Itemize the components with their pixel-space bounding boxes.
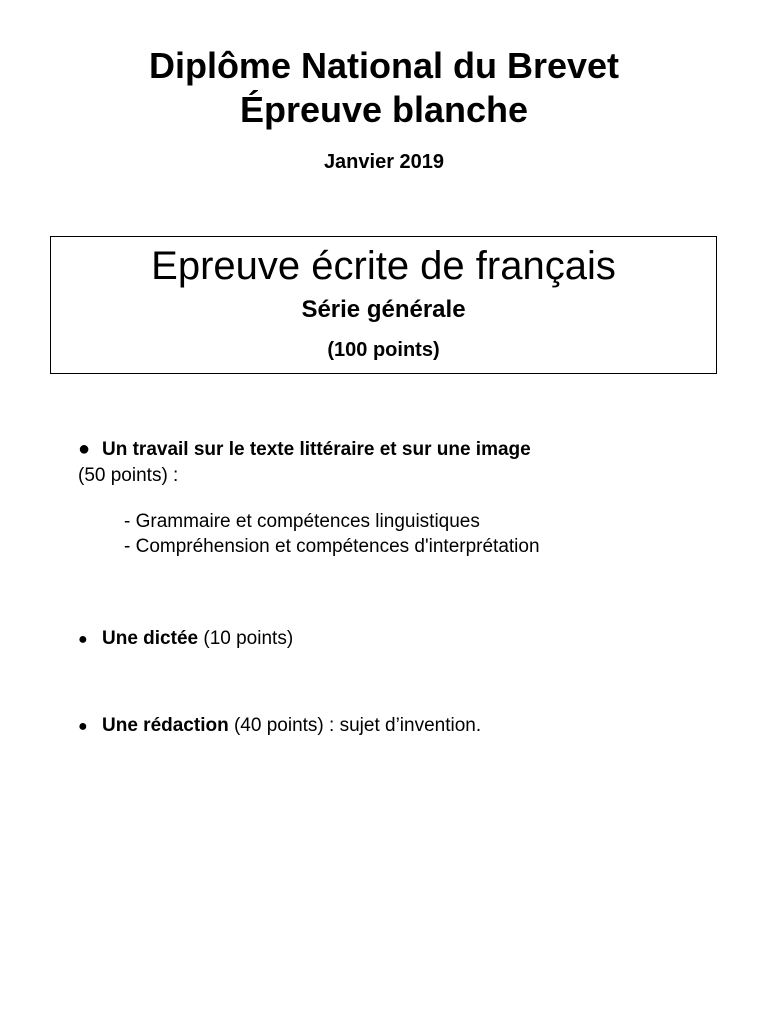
exam-date: Janvier 2019 <box>323 151 445 173</box>
section-heading <box>78 436 540 463</box>
list-item: - Grammaire et compétences linguistiques <box>124 511 480 532</box>
bullet-icon: ● <box>78 718 88 735</box>
list-item: - Compréhension et compétences d'interprétation <box>124 536 540 557</box>
document-header <box>0 44 768 174</box>
section-points: (10 points) <box>198 628 294 649</box>
section-title: Un travail sur le texte littéraire et sur une image <box>102 439 531 460</box>
exam-series: Série générale <box>301 296 466 323</box>
exam-total-points: (100 points) <box>327 339 440 361</box>
section-points: (50 points) : <box>78 465 179 486</box>
bullet-icon: ● <box>78 438 91 460</box>
bullet-icon: ● <box>78 631 88 648</box>
exam-title: Epreuve écrite de français <box>151 244 616 288</box>
title-line-2: Épreuve blanche <box>239 89 529 130</box>
section-title: Une dictée <box>102 628 199 649</box>
section-title: Une rédaction <box>102 715 229 736</box>
section-points: (40 points) : sujet d’invention. <box>228 715 482 736</box>
section-dictation <box>78 626 293 653</box>
exam-title-box <box>50 236 717 374</box>
sub-item-list <box>124 509 540 559</box>
title-line-1: Diplôme National du Brevet <box>148 45 620 86</box>
section-text-and-image <box>78 436 540 559</box>
section-writing <box>78 713 481 740</box>
